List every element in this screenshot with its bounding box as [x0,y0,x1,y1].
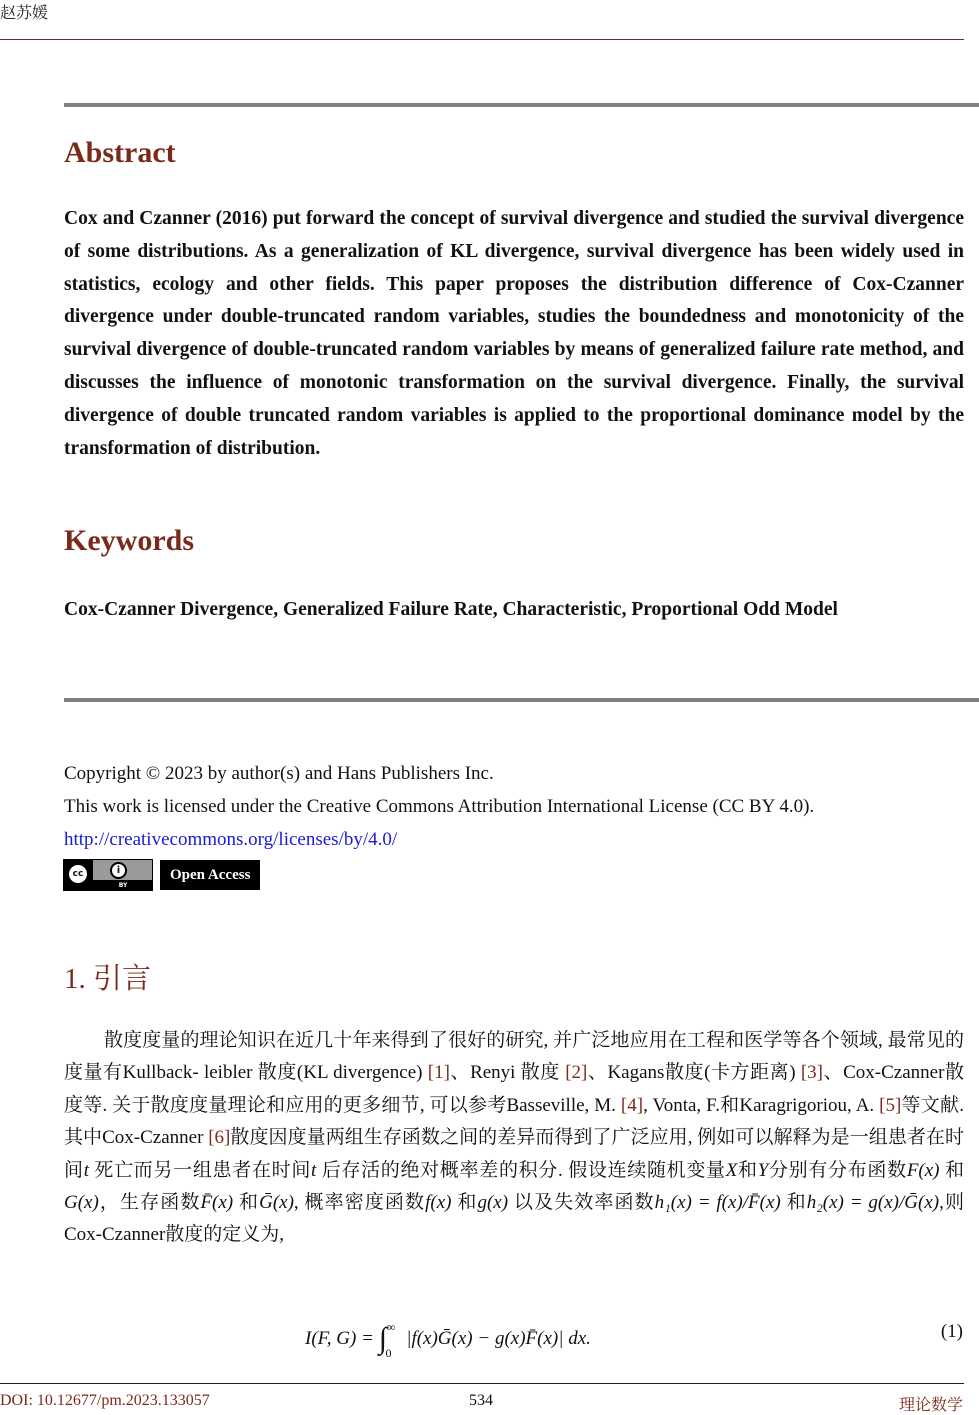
abstract-heading: Abstract [64,136,176,169]
intro-text: , 概率密度函数 [293,1192,426,1214]
footer-journal-link[interactable]: 理论数学 [898,1397,963,1414]
intro-text: ，生存函数 [98,1192,201,1214]
citation-4[interactable]: [4] [620,1094,644,1116]
citation-5[interactable]: [5] [879,1094,902,1116]
keywords-bottom-rule [64,698,979,702]
equation-integrand: |f(x)Ḡ(x) − g(x)F̄(x)| dx. [406,1328,591,1349]
intro-text: 以及失效率函数 [508,1192,655,1214]
intro-text: 后存活的绝对概率差的积分. 假设连续随机变量 [316,1159,726,1181]
footer-doi-link[interactable]: DOI: 10.12677/pm.2023.133057 [0,1392,210,1409]
abstract-top-rule [64,103,979,107]
intro-text: 散度因度量两组生存函数之间的差异而得到了广泛应用, 例如可以解释为是一组患者在时间 [64,1127,964,1181]
integral-sign: ∫ [378,1322,387,1355]
equation-lhs: I(F, G) = [305,1328,379,1349]
intro-text: 和 [233,1192,260,1214]
intro-text: 散度度量的理论知识在近几十年来得到了很好的研究, 并广泛地应用在工程和医学等各个领域, 最常见的度量有Kullback- leibler 散度(KL divergence) [64,1030,964,1084]
license-line: This work is licensed under the Creative Commons Attribution International License (CC BY 4.0). [64,796,815,817]
section-1-heading: 1. 引言 [64,963,152,995]
math-h1: h₁(x) = f(x)/F̄(x) [654,1192,781,1214]
intro-text: 和 [939,1159,964,1181]
cc-icon: cc [67,863,89,885]
attribution-icon: i [110,862,127,879]
integral-lower: 0 [385,1345,392,1360]
intro-text: 和 [780,1192,807,1214]
citation-1[interactable]: [1] [427,1062,450,1084]
equation-1 [305,1318,591,1360]
keywords-heading: Keywords [64,524,194,557]
math-Fx: F(x) [906,1159,940,1181]
equation-number: (1) [940,1321,963,1342]
math-Fbar: F̄(x) [200,1192,234,1214]
math-gx: g(x) [477,1192,509,1214]
math-fx: f(x) [425,1192,452,1214]
cc-by-badge[interactable] [63,859,153,891]
intro-text: 和 [451,1192,478,1214]
intro-text: 等文献. 其中Cox-Czanner [64,1094,964,1149]
citation-3[interactable]: [3] [800,1062,824,1084]
math-Gx: G(x) [64,1192,99,1214]
intro-text: 、Renyi 散度 [449,1062,566,1084]
math-t: t [311,1159,317,1181]
license-badges [63,859,260,891]
footer-rule [0,1383,964,1384]
intro-text: 、Cox-Czanner散度等. 关于散度度量理论和应用的更多细节, 可以参考Basseville, M. [64,1062,964,1116]
math-h2: h₂(x) = g(x)/Ḡ(x) [806,1192,940,1214]
open-access-badge[interactable]: Open Access [160,860,260,890]
math-Gbar: Ḡ(x) [259,1192,294,1214]
intro-paragraph [64,1025,964,1252]
license-link[interactable]: http://creativecommons.org/licenses/by/4.0/ [64,829,398,850]
copyright-block [64,757,969,856]
page-number: 534 [469,1392,493,1409]
intro-text: 分别有分布函数 [768,1159,907,1181]
math-X: X [725,1159,738,1181]
intro-text: 和 [737,1159,758,1181]
math-t: t [83,1159,89,1181]
keywords-text: Cox-Czanner Divergence, Generalized Failure Rate, Characteristic, Proportional Odd Model [64,599,838,620]
citation-6[interactable]: [6] [208,1127,231,1149]
running-head-author: 赵苏媛 [0,5,49,22]
intro-text: ,则Cox-Czanner散度的定义为, [64,1192,964,1246]
abstract-text: Cox and Czanner (2016) put forward the concept of survival divergence and studied the survival divergence of some distributions. As a generalization of KL divergence, survival divergence has been widely used in statistics, ecology and other fields. This paper proposes the distribution difference of Cox-Czanner divergence under double-truncated random variables, studies the boundedness and monotonicity of the survival divergence of double-truncated random variables by means of generalized failure rate method, and discusses the influence of monotonic transformation on the survival divergence. Finally, the survival divergence of double truncated random variables is applied to the proportional dominance model by the transformation of distribution. [64,208,964,459]
intro-text: 死亡而另一组患者在时间 [88,1159,312,1181]
integral-upper: ∞ [386,1319,396,1334]
header-rule [0,39,964,40]
copyright-line: Copyright © 2023 by author(s) and Hans Publishers Inc. [64,763,494,784]
by-label: BY [93,880,153,890]
intro-text: 、Kagans散度(卡方距离) [587,1062,801,1084]
intro-text: , Vonta, F.和Karagrigoriou, A. [643,1094,880,1116]
math-Y: Y [757,1159,769,1181]
citation-2[interactable]: [2] [565,1062,588,1084]
